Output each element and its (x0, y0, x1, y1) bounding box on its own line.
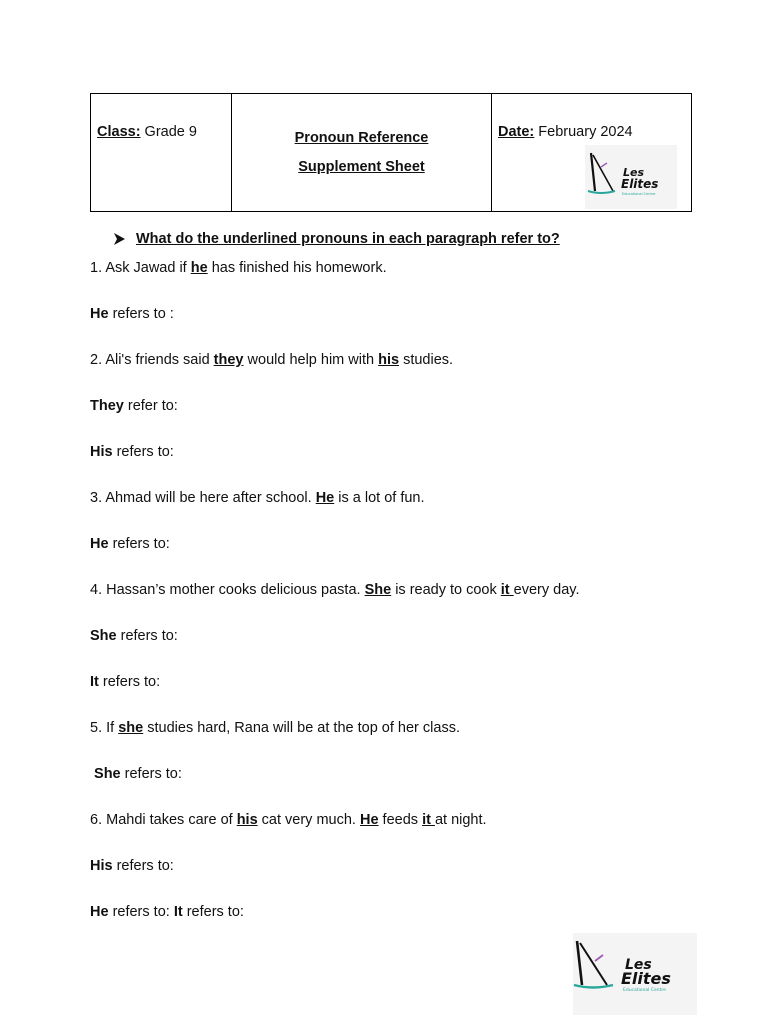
question-text: What do the underlined pronouns in each paragraph refer to? (136, 231, 560, 247)
pronoun: She (364, 582, 392, 598)
arrow-bullet-icon (112, 232, 126, 246)
svg-text:Les: Les (623, 166, 645, 179)
answer-line-4b: It refers to: (90, 674, 161, 690)
title-cell (232, 94, 492, 211)
answer-line-2b: His refers to: (90, 444, 174, 460)
svg-text:Elites: Elites (621, 177, 659, 191)
pronoun: He (359, 812, 379, 828)
title-line-1: Pronoun Reference (294, 130, 429, 146)
pronoun: he (190, 260, 208, 276)
question-heading (112, 231, 560, 247)
sentence-6: 6. Mahdi takes care of his cat very much. He feeds it at night. (90, 812, 487, 828)
class-label: Class: (97, 124, 141, 140)
answer-line-2a: They refer to: (90, 398, 178, 414)
pronoun: it (422, 812, 435, 828)
pronoun: his (378, 352, 400, 368)
answer-line-4a: She refers to: (90, 628, 178, 644)
pronoun: He (315, 490, 335, 506)
pronoun: she (118, 720, 144, 736)
svg-text:Elites: Elites (621, 969, 671, 988)
sentence-2: 2. Ali's friends said they would help him with his studies. (90, 352, 454, 368)
sentence-1: 1. Ask Jawad if he has finished his homework. (90, 260, 387, 276)
pronoun: his (236, 812, 258, 828)
svg-text:Les: Les (625, 957, 652, 973)
svg-text:Educational Centre: Educational Centre (622, 192, 656, 196)
date-value: February 2024 (534, 124, 633, 140)
sentence-3: 3. Ahmad will be here after school. He is a lot of fun. (90, 490, 425, 506)
les-elites-footer-logo (573, 933, 697, 1015)
answer-line-3: He refers to: (90, 536, 170, 552)
answer-line-6a: His refers to: (90, 858, 174, 874)
sentence-4: 4. Hassan’s mother cooks delicious pasta. She is ready to cook it every day. (90, 582, 580, 598)
les-elites-logo (585, 145, 677, 209)
answer-line-1: He refers to : (90, 306, 174, 322)
class-cell (91, 94, 232, 211)
answer-line-5: She refers to: (94, 766, 182, 782)
pronoun: it (500, 582, 514, 598)
title-line-2: Supplement Sheet (298, 159, 425, 175)
svg-text:Educational Centre: Educational Centre (623, 988, 666, 993)
sentence-5: 5. If she studies hard, Rana will be at the top of her class. (90, 720, 460, 736)
pronoun: they (213, 352, 244, 368)
class-value: Grade 9 (140, 124, 197, 140)
date-label: Date: (498, 124, 535, 140)
answer-line-6b: He refers to: It refers to: (90, 904, 244, 920)
